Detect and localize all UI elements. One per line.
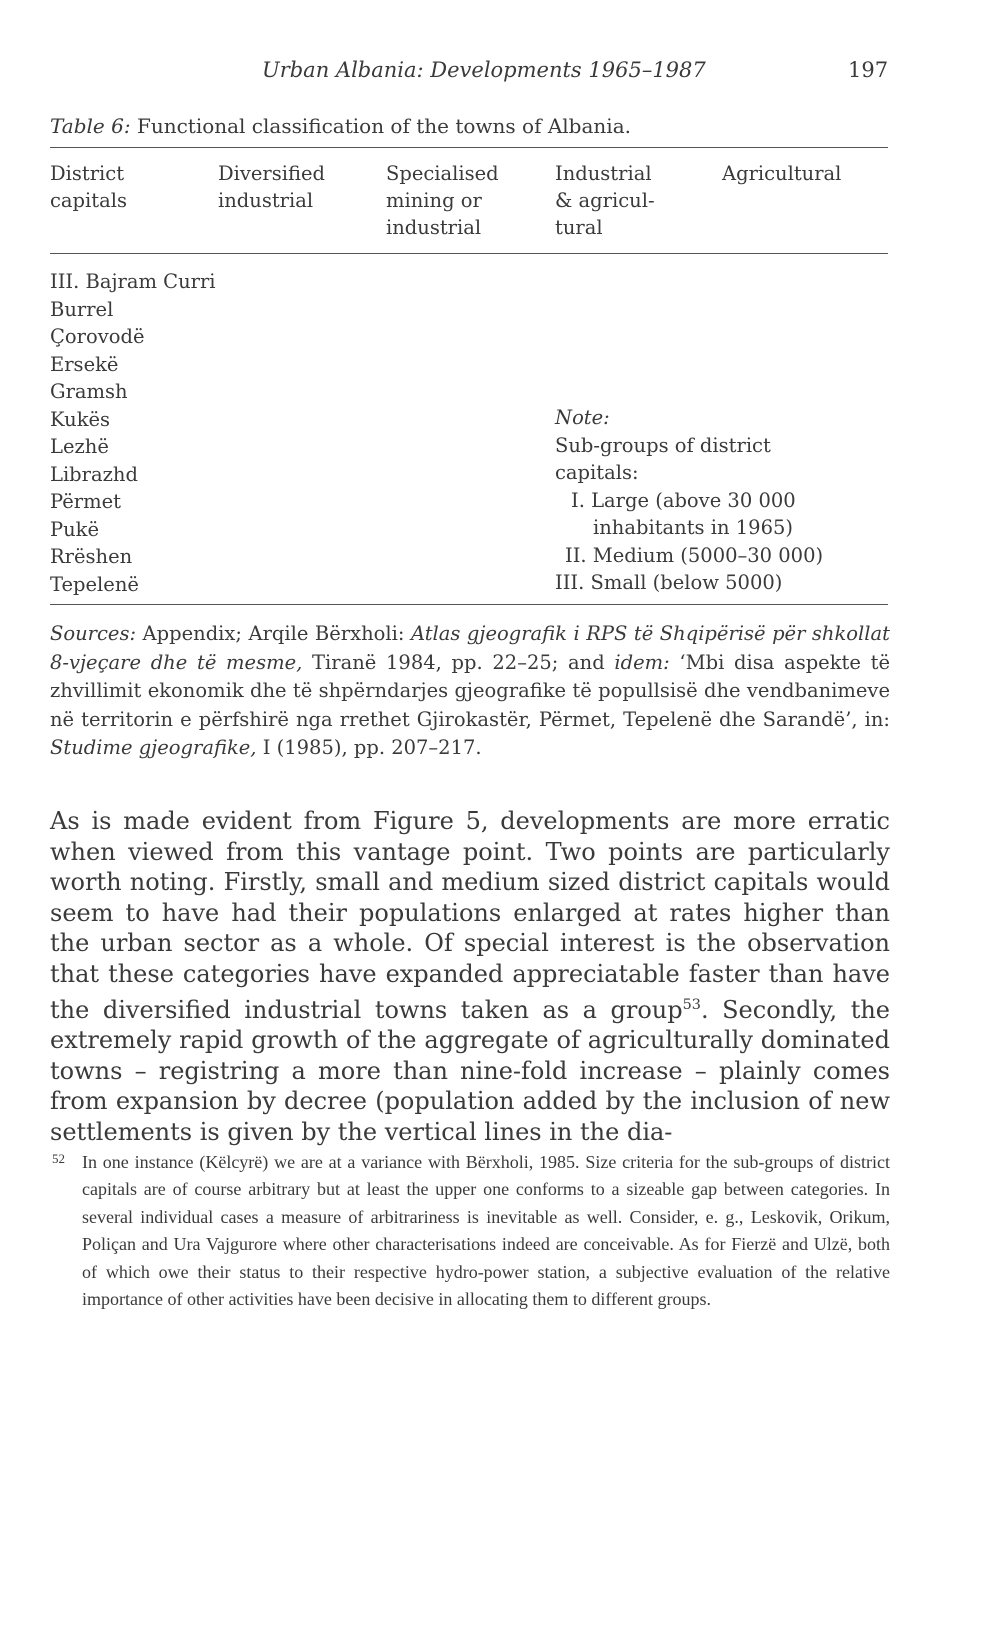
body-paragraph: As is made evident from Figure 5, developments are more erratic when viewed from this vantage point. Two points are particularly worth noting. Firstly, small and medium sized district capitals would seem to have had their populations enlarged at rates higher than the urban sector as a whole. Of special interest is the observation that these categories have expanded appreciatable faster than have the diversified industrial towns taken as a group$^{53}$. Secondly, the extremely rapid growth of the aggregate of agriculturally dominated towns – registring a more than nine-fold increase – plainly comes from expansion by decree (population added by the inclusion of new settlements is given by the vertical lines in the dia-	[50, 807, 890, 1146]
footnote	[50, 1149, 890, 1313]
note-line: Sub-groups of district	[555, 433, 771, 457]
table-row: Lezhë	[50, 435, 109, 458]
column-header-agricultural: Agricultural	[722, 162, 842, 185]
table-row: Librazhd	[50, 462, 138, 486]
page-number: 197	[848, 58, 889, 82]
table-row: Burrel	[50, 297, 114, 321]
column-header-industrial-agricultural: Industrial & agricul- tural	[555, 162, 655, 239]
table-row: Tepelenë	[50, 572, 139, 596]
note-line: inhabitants in 1965)	[593, 516, 793, 539]
column-header-specialised: Specialised mining or industrial	[386, 162, 499, 239]
table-row: III. Bajram Curri	[50, 270, 216, 293]
column-header-district-capitals: District capitals	[50, 162, 127, 212]
table-caption-text: Functional classification of the towns of Albania.	[136, 114, 631, 138]
note-line: capitals:	[555, 461, 639, 484]
table-caption	[50, 114, 631, 138]
note-title: Note:	[555, 406, 610, 429]
table-top-rule	[50, 147, 888, 148]
table-row: Ersekë	[50, 352, 119, 376]
footnote-number: 52	[52, 1151, 65, 1166]
header-bottom-rule	[50, 253, 888, 254]
table-note	[555, 404, 823, 597]
table-caption-label: Table 6:	[50, 114, 131, 138]
note-line: III. Small (below 5000)	[555, 571, 783, 594]
table-sources: Sources: Appendix; Arqile Bërxholi: Atlas gjeografik i RPS të Shqipërisë për shkollat 8-vjeçare dhe të mesme, Tiranë 1984, pp. 22–25; and idem: ‘Mbi disa aspekte të zhvillimit ekonomik dhe të shpërndarjes gjeografike të popullsisë dhe vendbanimeve në territorin e përfshirë nga rrethet Gjirokastër, Përmet, Tepelenë dhe Sarandë’, in: Studime gjeografike, I (1985), pp. 207–217.	[50, 622, 890, 759]
table-row: Gramsh	[50, 380, 128, 403]
footnote-text: In one instance (Këlcyrë) we are at a variance with Bërxholi, 1985. Size criteria for the sub-groups of district capitals are of course arbitrary but at least the upper one conforms to a sizeable gap between categories. In several individual cases a measure of arbitrariness is inevitable as well. Consider, e. g., Leskovik, Orikum, Poliçan and Ura Vajgurore where other characterisations indeed are conceivable. As for Fierzë and Ulzë, both of which owe their status to their respective hydro-power station, a subjective evaluation of the relative importance of other activities have been decisive in allocating them to different groups.	[82, 1152, 890, 1310]
running-title: Urban Albania: Developments 1965–1987	[262, 58, 706, 82]
note-line: II. Medium (5000–30 000)	[565, 543, 824, 567]
table-row: Rrëshen	[50, 545, 133, 568]
footnote-reference[interactable]: 53	[682, 996, 701, 1013]
table-row: Kukës	[50, 407, 111, 431]
table-row: Pukë	[50, 517, 100, 541]
table-row: Çorovodë	[50, 325, 145, 348]
table-row: Përmet	[50, 490, 121, 513]
column-header-diversified-industrial: Diversified industrial	[218, 162, 326, 212]
note-line: I. Large (above 30 000	[571, 488, 796, 512]
table-bottom-rule	[50, 604, 888, 605]
